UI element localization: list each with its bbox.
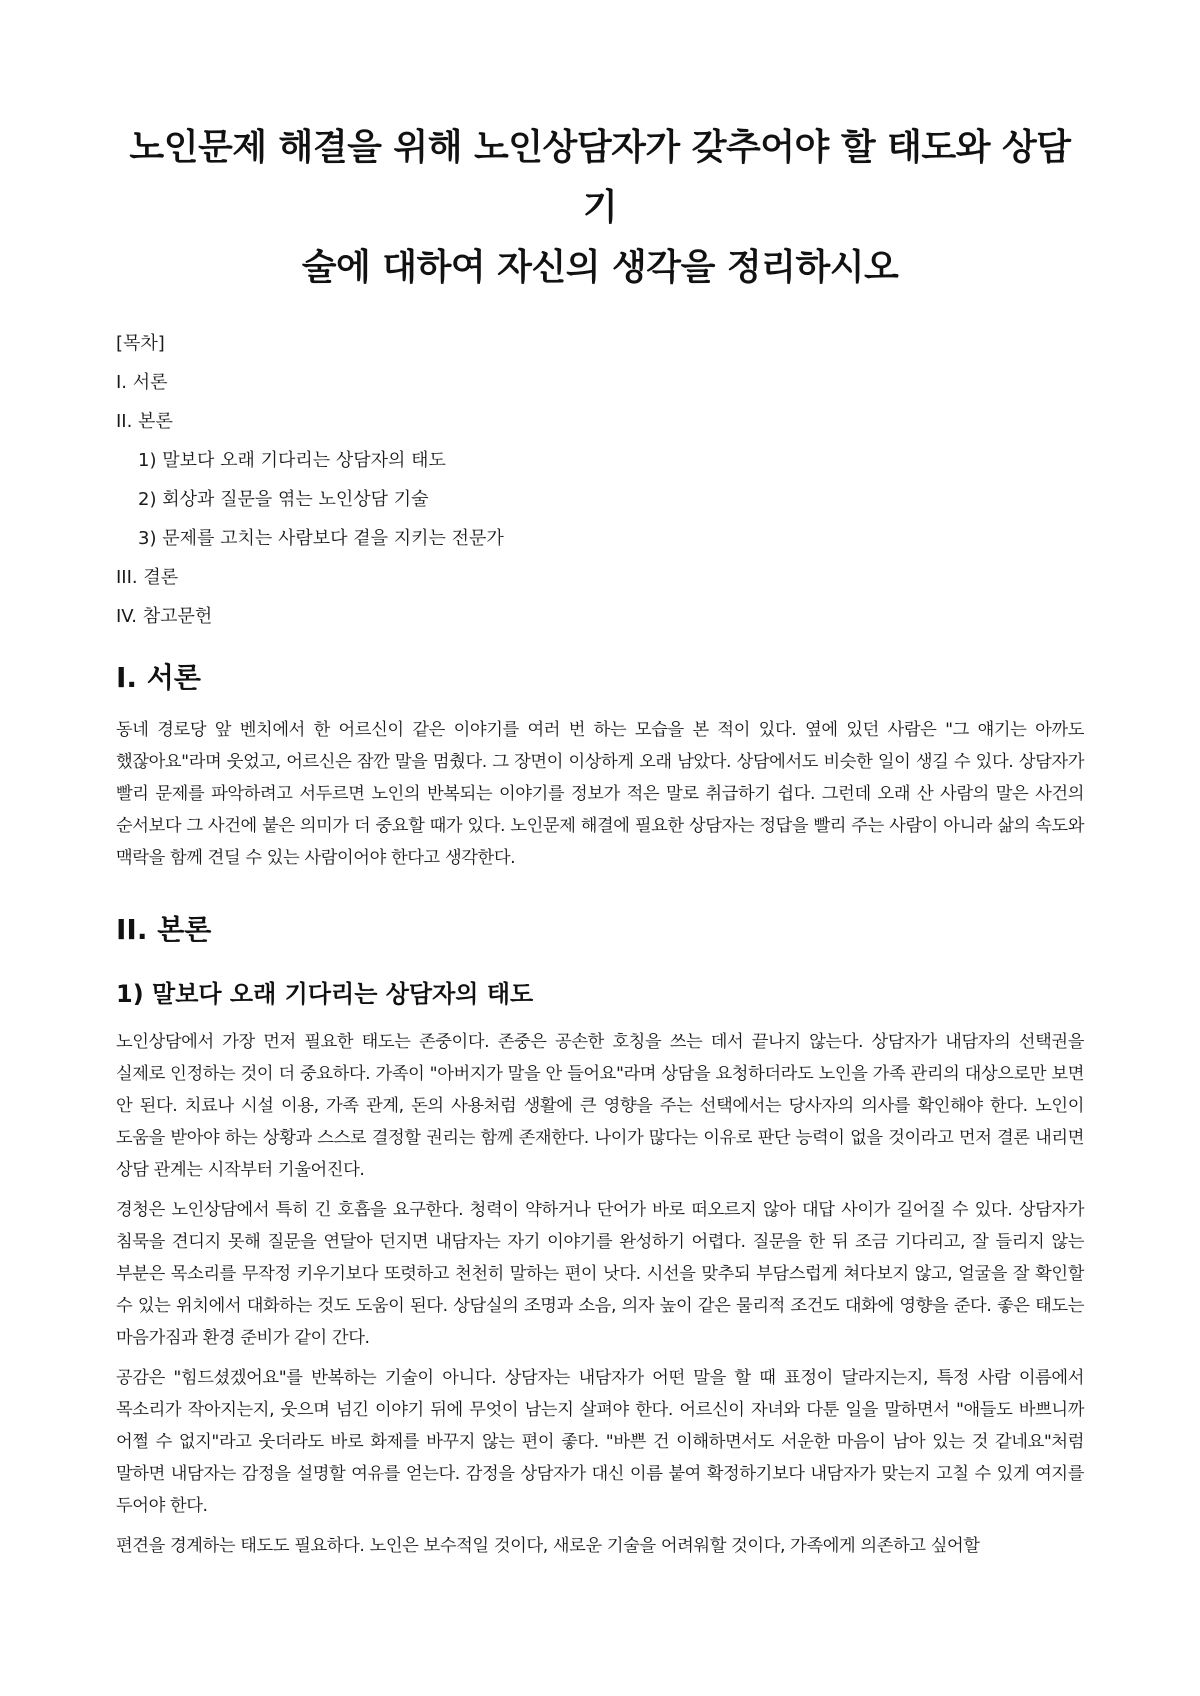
toc-item-introduction: I. 서론 [116,372,168,393]
subsection-1-paragraph-bias: 편견을 경계하는 태도도 필요하다. 노인은 보수적일 것이다, 새로운 기술을 어려워할 것이다, 가족에게 의존하고 싶어할 [116,1536,980,1556]
document-title-line-1: 노인문제 해결을 위해 노인상담자가 갖추어야 할 태도와 상담기 [129,127,1071,228]
toc-item-body-sub-2: 2) 회상과 질문을 엮는 노인상담 기술 [138,489,429,510]
introduction-section [116,658,1084,874]
subsection-1-heading: 1) 말보다 오래 기다리는 상담자의 태도 [116,980,534,1008]
section-spacer [116,882,1084,900]
subsection-1-paragraph-empathy: 공감은 "힘드셨겠어요"를 반복하는 기술이 아니다. 상담자는 내담자가 어떤 말을 할 때 표정이 달라지는지, 특정 사람 이름에서 목소리가 작아지는지, 웃으며 넘긴 이야기 뒤에 무엇이 남는지 살펴야 한다. 어르신이 자녀와 다툰 일을 말하면서 "애들도 바쁘니까 어쩔 수 없지"라고 웃더라도 바로 화제를 바꾸지 않는 편이 좋다. "바쁜 건 이해하면서도 서운한 마음이 남아 있는 것 같네요"처럼 말하면 내담자는 감정을 설명할 여유를 얻는다. 감정을 상담자가 대신 이름 붙여 확정하기보다 내담자가 맞는지 고칠 수 있게 여지를 두어야 한다. [116,1368,1084,1516]
toc-heading: [목차] [116,333,165,354]
toc-item-body: II. 본론 [116,411,173,432]
toc-item-body-sub-3: 3) 문제를 고치는 사람보다 곁을 지키는 전문가 [138,528,504,549]
document-title [116,118,1084,298]
body-section [116,910,1084,1562]
table-of-contents [116,324,1084,636]
subsection-1-paragraph-listening: 경청은 노인상담에서 특히 긴 호흡을 요구한다. 청력이 약하거나 단어가 바로 떠오르지 않아 대답 사이가 길어질 수 있다. 상담자가 침묵을 견디지 못해 질문을 연달아 던지면 내담자는 자기 이야기를 완성하기 어렵다. 질문을 한 뒤 조금 기다리고, 잘 들리지 않는 부분은 목소리를 무작정 키우기보다 또렷하고 천천히 말하는 편이 낫다. 시선을 맞추되 부담스럽게 쳐다보지 않고, 얼굴을 잘 확인할 수 있는 위치에서 대화하는 것도 도움이 된다. 상담실의 조명과 소음, 의자 높이 같은 물리적 조건도 대화에 영향을 준다. 좋은 태도는 마음가짐과 환경 준비가 같이 간다. [116,1200,1084,1348]
introduction-heading: I. 서론 [116,661,201,694]
document-title-line-2: 술에 대하여 자신의 생각을 정리하시오 [301,247,899,288]
toc-item-references: IV. 참고문헌 [116,606,213,627]
toc-item-conclusion: III. 결론 [116,567,179,588]
body-heading: II. 본론 [116,913,212,946]
subsection-1-paragraph-respect: 노인상담에서 가장 먼저 필요한 태도는 존중이다. 존중은 공손한 호칭을 쓰는 데서 끝나지 않는다. 상담자가 내담자의 선택권을 실제로 인정하는 것이 더 중요하다. 가족이 "아버지가 말을 안 들어요"라며 상담을 요청하더라도 노인을 가족 관리의 대상으로만 보면 안 된다. 치료나 시설 이용, 가족 관계, 돈의 사용처럼 생활에 큰 영향을 주는 선택에서는 당사자의 의사를 확인해야 한다. 노인이 도움을 받아야 하는 상황과 스스로 결정할 권리는 함께 존재한다. 나이가 많다는 이유로 판단 능력이 없을 것이라고 먼저 결론 내리면 상담 관계는 시작부터 기울어진다. [116,1032,1084,1180]
toc-item-body-sub-1: 1) 말보다 오래 기다리는 상담자의 태도 [138,450,446,471]
introduction-paragraph: 동네 경로당 앞 벤치에서 한 어르신이 같은 이야기를 여러 번 하는 모습을 본 적이 있다. 옆에 있던 사람은 "그 얘기는 아까도 했잖아요"라며 웃었고, 어르신은 잠깐 말을 멈췄다. 그 장면이 이상하게 오래 남았다. 상담에서도 비슷한 일이 생길 수 있다. 상담자가 빨리 문제를 파악하려고 서두르면 노인의 반복되는 이야기를 정보가 적은 말로 취급하기 쉽다. 그런데 오래 산 사람의 말은 사건의 순서보다 그 사건에 붙은 의미가 더 중요할 때가 있다. 노인문제 해결에 필요한 상담자는 정답을 빨리 주는 사람이 아니라 삶의 속도와 맥락을 함께 견딜 수 있는 사람이어야 한다고 생각한다. [116,720,1084,868]
